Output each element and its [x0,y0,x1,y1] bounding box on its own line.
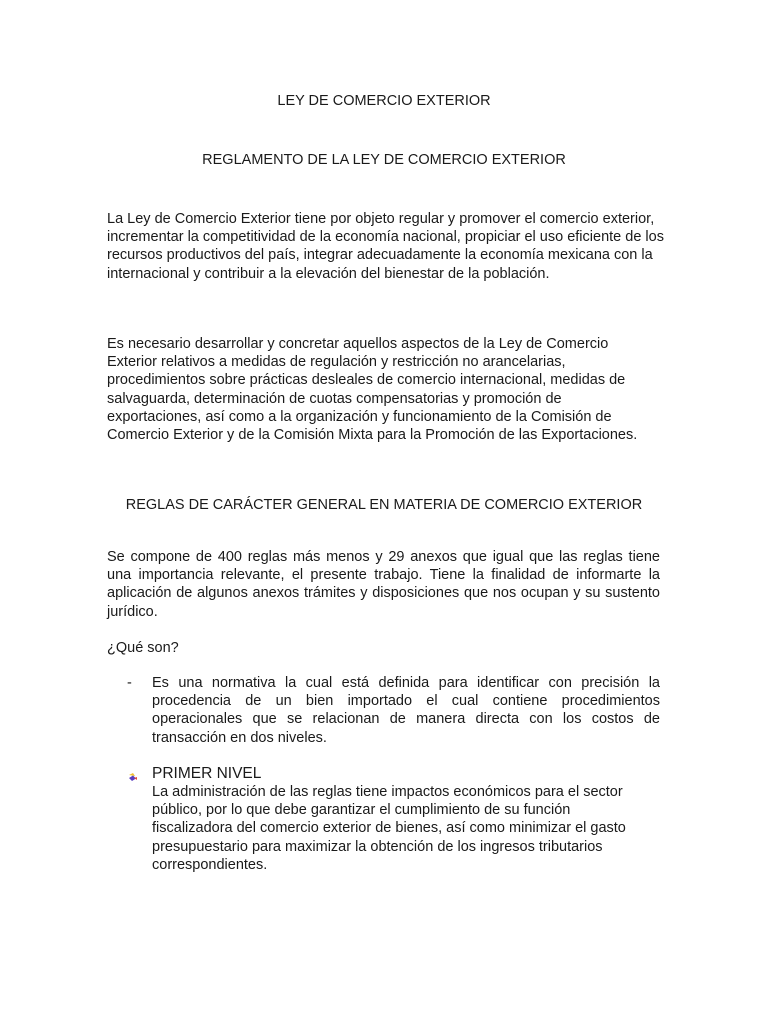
dash-marker: - [127,675,132,691]
document-title: LEY DE COMERCIO EXTERIOR [277,93,491,109]
decorative-bullet-icon [128,770,138,780]
paragraph-reglas-anexos: Se compone de 400 reglas más menos y 29 anexos que igual que las reglas tiene una importancia relevante, el presente trabajo. Tiene la finalidad de informarte la aplicación de algunos anexos trámites y disposiciones que nos ocupan y su sustento jurídico. [107,549,660,620]
section-title-reglamento: REGLAMENTO DE LA LEY DE COMERCIO EXTERIOR [202,152,566,168]
paragraph-objeto-ley: La Ley de Comercio Exterior tiene por objeto regular y promover el comercio exterior, incrementar la competitividad de la economía nacional, propiciar el uso eficiente de los recursos productivos del país, integrar adecuadamente la economía mexicana con la internacional y contribuir a la elevación del bienestar de la población. [107,211,664,282]
list-item-text: Es una normativa la cual está definida para identificar con precisión la procedencia de un bien importado el cual contiene procedimientos operacionales que se relacionan de manera directa con los costos de transacción en dos niveles. [152,675,660,746]
primer-nivel-heading: PRIMER NIVEL [152,765,262,782]
section-title-reglas-generales: REGLAS DE CARÁCTER GENERAL EN MATERIA DE COMERCIO EXTERIOR [125,497,643,513]
primer-nivel-text: La administración de las reglas tiene impactos económicos para el sector público, por lo que debe garantizar el cumplimiento de su función fiscalizadora del comercio exterior de bienes, así como minimizar el gasto presupuestario para maximizar la obtención de los ingresos tributarios correspondientes. [152,784,626,873]
question-heading: ¿Qué son? [107,640,179,656]
paragraph-aspectos-ley: Es necesario desarrollar y concretar aquellos aspectos de la Ley de Comercio Exterior relativos a medidas de regulación y restricción no arancelarias, procedimientos sobre prácticas desleales de comercio internacional, medidas de salvaguarda, determinación de cuotas compensatorias y promoción de exportaciones, así como a la organización y funcionamiento de la Comisión de Comercio Exterior y de la Comisión Mixta para la Promoción de las Exportaciones. [107,336,638,444]
